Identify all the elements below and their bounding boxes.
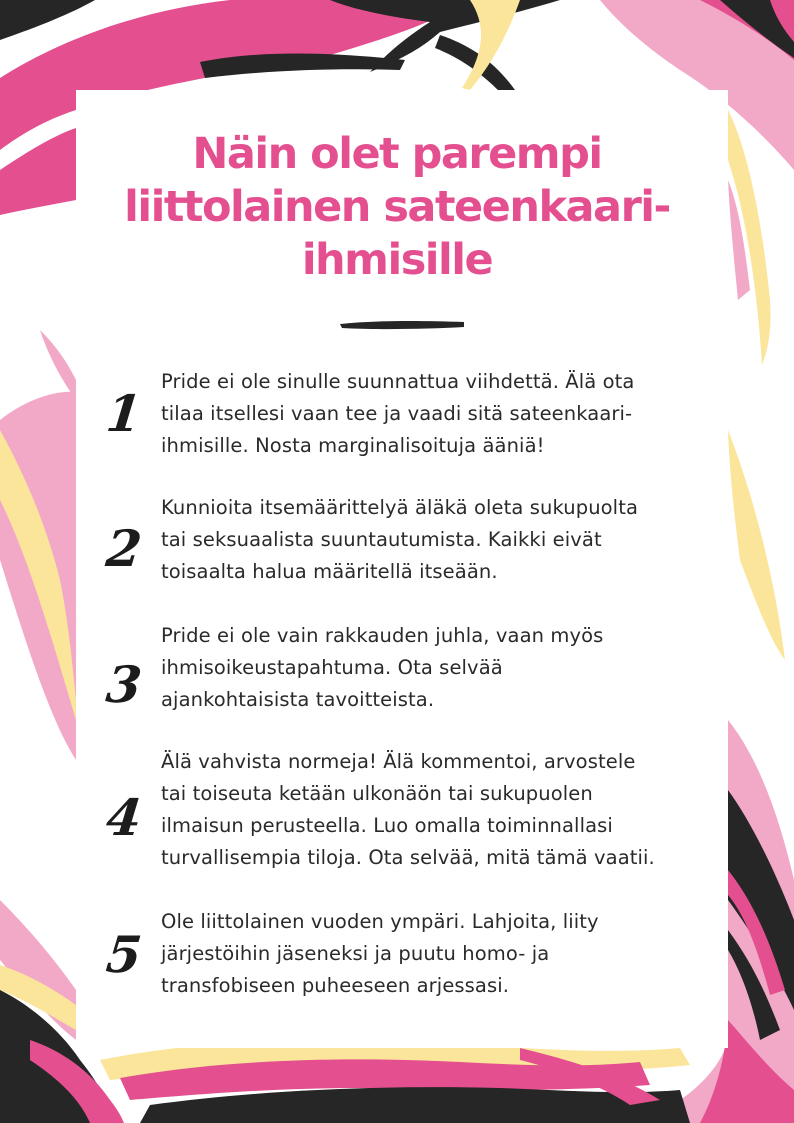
tip-text-line: Kunnioita itsemäärittelyä äläkä oleta sukupuolta	[161, 496, 638, 519]
tip-text-line: ilmaisun perusteella. Luo omalla toiminnallasi	[161, 814, 613, 837]
tip-text	[161, 492, 721, 588]
tip-text-line: järjestöihin jäseneksi ja puutu homo- ja	[161, 942, 550, 965]
black-brush-stroke	[0, 0, 95, 40]
tip-text-line: tai toiseuta ketään ulkonäön tai sukupuolen	[161, 782, 593, 805]
light-pink-brush-stroke	[40, 330, 76, 400]
tip-number: 3	[103, 655, 145, 714]
title-line: Näin olet parempi	[192, 129, 602, 179]
page-title	[0, 128, 794, 287]
tip-text-line: toisaalta halua määritellä itseään.	[161, 560, 498, 583]
tip-text-line: ihmisille. Nosta marginalisoituja ääniä!	[161, 434, 545, 457]
title-line: liittolainen sateenkaari-	[124, 182, 670, 232]
title-line: ihmisille	[301, 235, 493, 285]
tip-text-line: turvallisempia tiloja. Ota selvää, mitä tämä vaatii.	[161, 846, 655, 869]
tip-text-line: tilaa itsellesi vaan tee ja vaadi sitä sateenkaari-	[161, 402, 633, 425]
tip-number: 2	[103, 519, 145, 578]
tip-text-line: Ole liittolainen vuoden ympäri. Lahjoita, liity	[161, 910, 599, 933]
tip-text-line: transfobiseen puheeseen arjessasi.	[161, 974, 510, 997]
brush-divider	[338, 318, 466, 332]
tip-text-line: ajankohtaisista tavoitteista.	[161, 688, 435, 711]
tip-text-line: Pride ei ole sinulle suunnattua viihdettä. Älä ota	[161, 370, 635, 393]
tip-text-line: tai seksuaalista suuntautumista. Kaikki eivät	[161, 528, 602, 551]
tip-text-line: ihmisoikeustapahtuma. Ota selvää	[161, 656, 503, 679]
tip-number: 5	[103, 925, 145, 984]
tip-text-line: Pride ei ole vain rakkauden juhla, vaan myös	[161, 624, 604, 647]
tip-text	[161, 366, 721, 462]
tip-text	[161, 620, 721, 716]
tip-text	[161, 746, 721, 874]
tip-text	[161, 906, 721, 1002]
black-brush-stroke	[200, 54, 405, 79]
tip-text-line: Älä vahvista normeja! Älä kommentoi, arvostele	[161, 750, 636, 773]
tip-number: 1	[103, 384, 145, 443]
tip-number: 4	[103, 788, 145, 847]
yellow-brush-stroke	[728, 430, 785, 660]
